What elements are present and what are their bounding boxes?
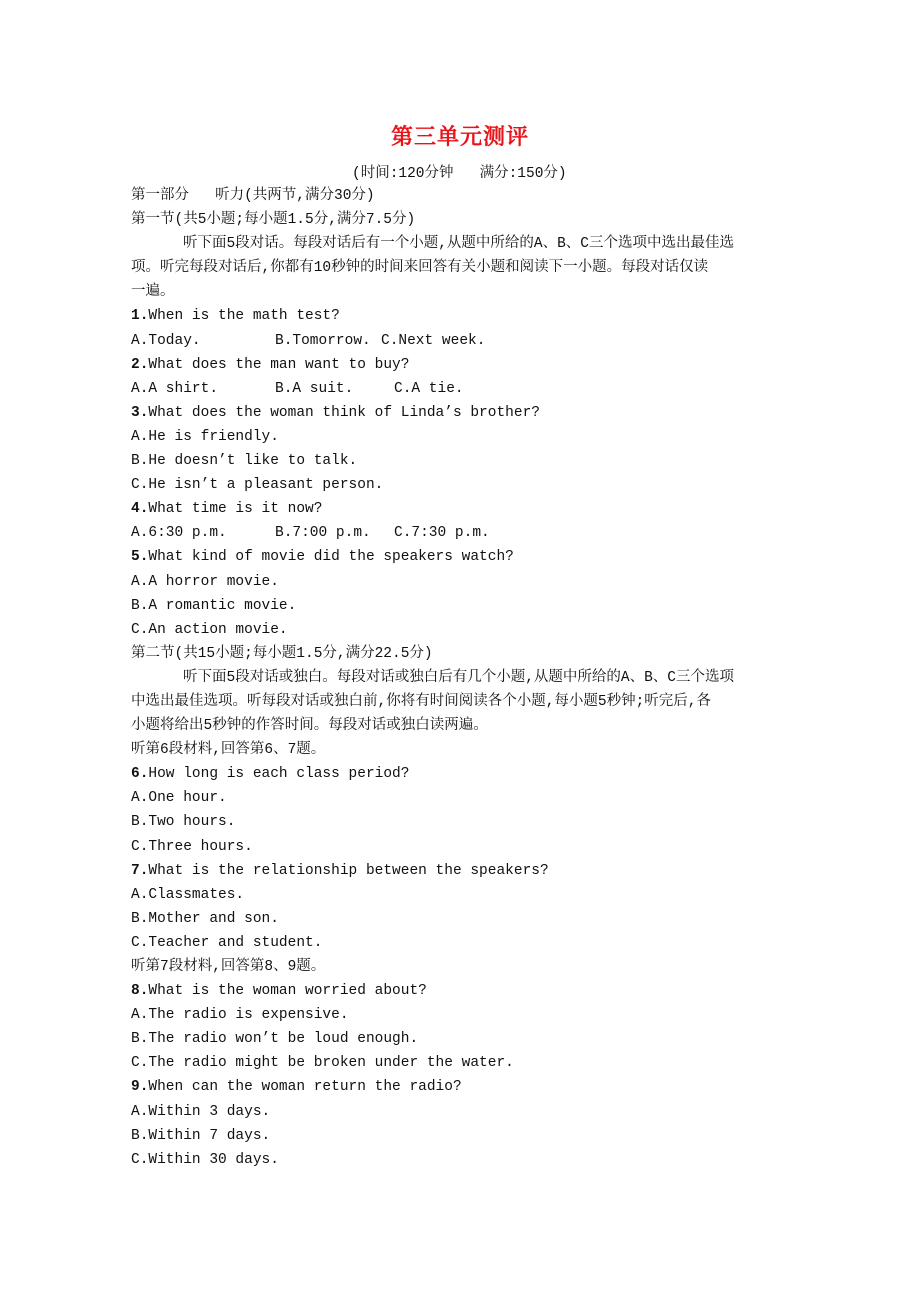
option-c: C.A tie. [394,380,464,397]
instruction-line: 中选出最佳选项。听每段对话或独白前,你将有时间阅读各个小题,每小题5秒钟;听完后,各 [131,693,712,710]
question-number: 4. [131,501,149,518]
option-a: A.Classmates. [131,886,245,903]
question-number: 3. [131,404,149,421]
question-text: What does the man want to buy? [148,356,410,373]
option-c: C.7:30 p.m. [394,525,490,542]
material-heading: 听第7段材料,回答第8、9题。 [131,959,326,975]
option-c: C.Next week. [381,332,486,349]
option-a: A.Within 3 days. [131,1103,271,1120]
option-a: A.6:30 p.m. [131,525,227,542]
option-b: B.The radio won’t be loud enough. [131,1031,419,1048]
question-text: How long is each class period? [148,766,410,783]
option-b: B.Tomorrow. [275,332,371,349]
instruction-line: 一遍。 [131,284,175,301]
instruction-line: 项。听完每段对话后,你都有10秒钟的时间来回答有关小题和阅读下一小题。每段对话仅读 [131,260,709,277]
question-text: What kind of movie did the speakers watch? [148,549,514,566]
question-number: 8. [131,983,149,1000]
options-row [131,521,791,545]
option-c: C.He isn’t a pleasant person. [131,477,384,494]
option-c: C.Within 30 days. [131,1151,279,1168]
question-number: 2. [131,356,149,373]
question-text: When is the math test? [148,308,340,325]
question-number: 5. [131,549,149,566]
question-text: What is the relationship between the speakers? [148,862,549,879]
option-a: A.A horror movie. [131,573,279,590]
option-a: A.A shirt. [131,380,219,397]
options-row [131,329,791,353]
question-4 [131,497,791,521]
question-text: What is the woman worried about? [148,983,427,1000]
instruction-line: 小题将给出5秒钟的作答时间。每段对话或独白读两遍。 [131,718,488,735]
document-body [131,184,791,1172]
option-b: B.Two hours. [131,814,236,831]
question-text: What time is it now? [148,501,323,518]
option-b: B.Mother and son. [131,910,279,927]
instruction-line: 听下面5段对话。每段对话后有一个小题,从题中所给的A、B、C三个选项中选出最佳选 [183,236,735,253]
question-2 [131,353,791,377]
section-heading: 第二节(共15小题;每小题1.5分,满分22.5分) [131,645,433,662]
question-3 [131,401,791,425]
option-b: B.7:00 p.m. [275,525,371,542]
options-row [131,377,791,401]
option-b: B.A suit. [275,380,354,397]
option-b: B.He doesn’t like to talk. [131,453,358,470]
option-c: C.Three hours. [131,838,253,855]
option-c: C.An action movie. [131,621,288,638]
question-7 [131,859,791,883]
option-b: B.A romantic movie. [131,597,297,614]
question-number: 1. [131,308,149,325]
question-number: 7. [131,862,149,879]
option-c: C.The radio might be broken under the water. [131,1055,514,1072]
option-b: B.Within 7 days. [131,1127,271,1144]
exam-meta: (时间:120分钟 满分:150分) [352,166,567,182]
question-9 [131,1075,791,1099]
document-title: 第三单元测评 [390,125,529,150]
option-a: A.Today. [131,332,201,349]
option-c: C.Teacher and student. [131,934,323,951]
material-heading: 听第6段材料,回答第6、7题。 [131,742,326,759]
section-heading: 第一节(共5小题;每小题1.5分,满分7.5分) [131,212,416,229]
option-a: A.He is friendly. [131,428,279,445]
question-5 [131,545,791,569]
option-a: A.The radio is expensive. [131,1007,349,1024]
question-8 [131,979,791,1003]
question-6 [131,762,791,786]
question-1 [131,304,791,328]
part-heading: 第一部分 听力(共两节,满分30分) [131,188,375,204]
instruction-line: 听下面5段对话或独白。每段对话或独白后有几个小题,从题中所给的A、B、C三个选项 [183,669,735,686]
question-number: 6. [131,766,149,783]
question-text: What does the woman think of Linda’s brother? [148,404,540,421]
option-a: A.One hour. [131,790,227,807]
question-text: When can the woman return the radio? [148,1079,462,1096]
question-number: 9. [131,1079,149,1096]
